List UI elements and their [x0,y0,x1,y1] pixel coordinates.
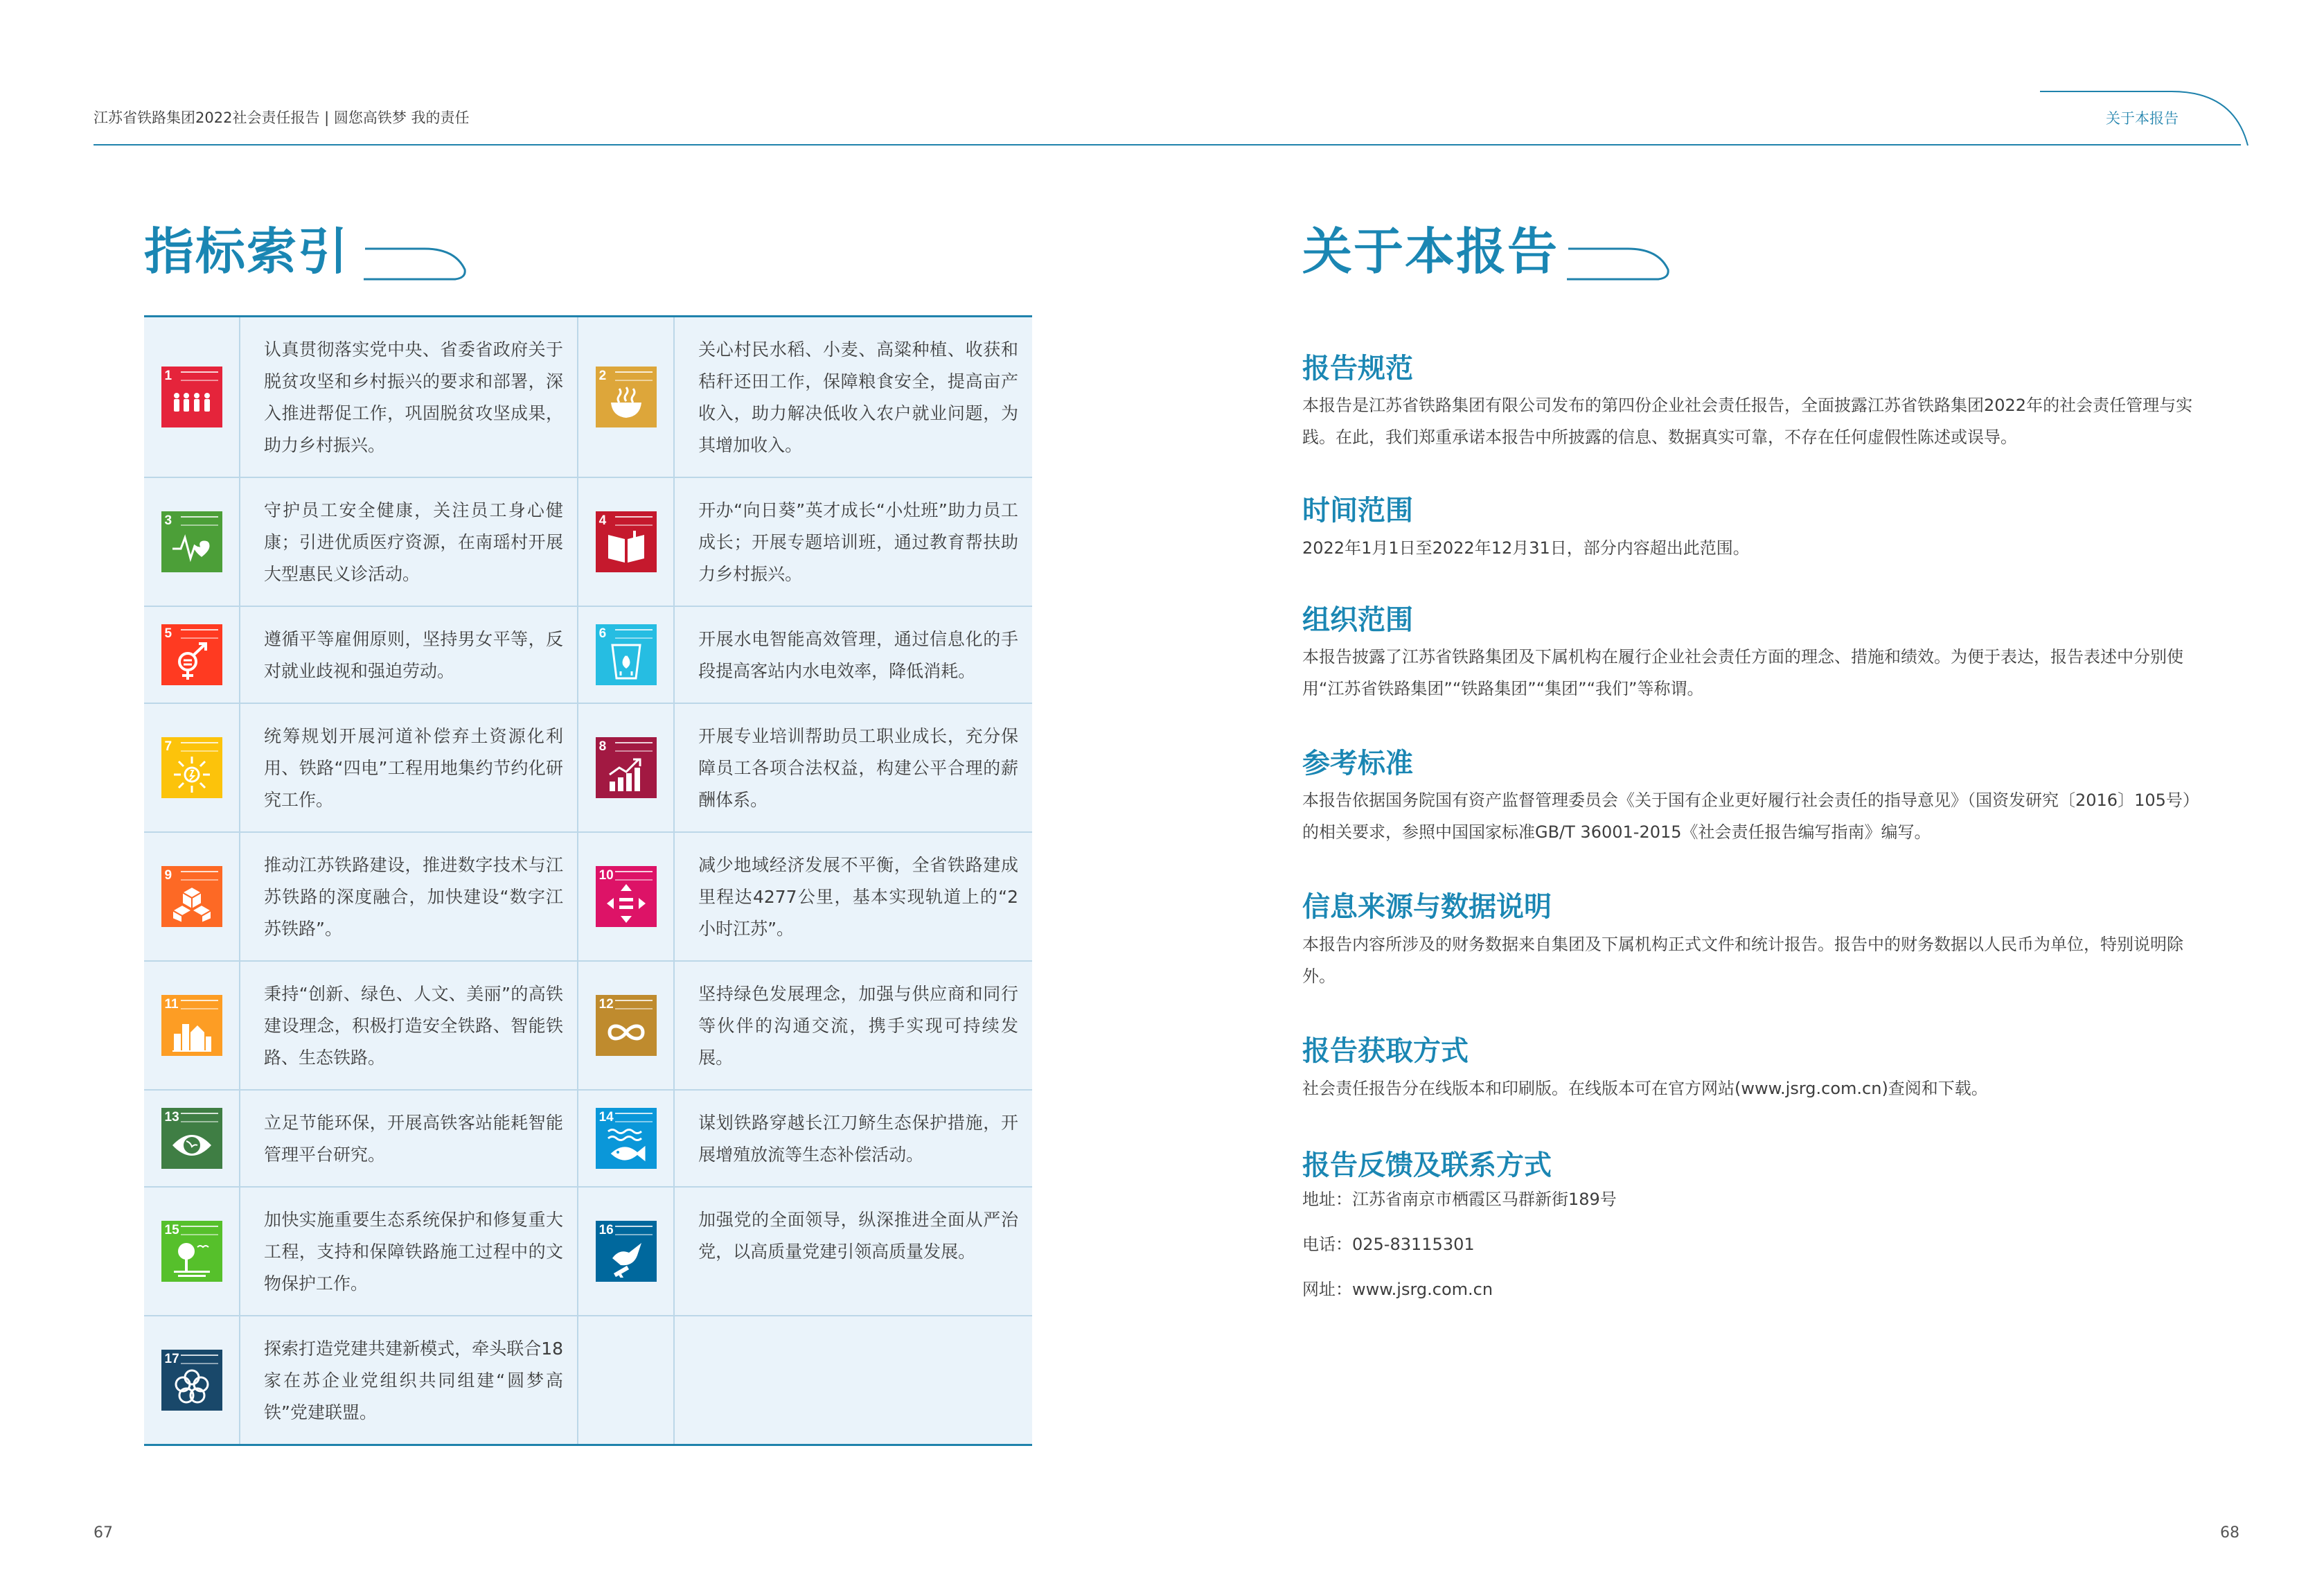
cubes-icon [171,883,213,923]
header-rule [94,144,2241,145]
index-row [144,960,1032,1089]
sdg-number: 2 [598,369,607,383]
sdg-caption-lines [615,371,653,381]
dove-gavel-icon [605,1237,647,1278]
about-paragraph: 电话：025-83115301 [1302,1235,1475,1254]
sdg-6-tile [596,624,657,685]
about-subheading: 信息来源与数据说明 [1302,891,1552,923]
index-icon-cell [578,1091,675,1186]
sdg-number: 17 [164,1352,179,1366]
index-icon-cell [144,833,240,960]
index-text-cell: 遵循平等雇佣原则，坚持男女平等，反对就业歧视和强迫劳动。 [240,607,578,703]
sdg-caption-lines [181,629,218,639]
train-swoosh-icon [1567,239,1671,282]
index-text-cell: 统筹规划开展河道补偿弃土资源化利用、铁路“四电”工程用地集约节约化研究工作。 [240,704,578,831]
sdg-8-tile [596,737,657,798]
sdg-caption-lines [615,742,653,752]
sdg-number: 11 [164,997,179,1012]
index-text-cell: 认真贯彻落实党中央、省委省政府关于脱贫攻坚和乡村振兴的要求和部署，深入推进帮促工作，巩固脱贫攻坚成果，助力乡村振兴。 [240,317,578,477]
sdg-number: 10 [598,868,614,883]
index-text-cell: 开展专业培训帮助员工职业成长，充分保障员工各项合法权益，构建公平合理的薪酬体系。 [698,726,1018,810]
sdg-caption-lines [615,1226,653,1235]
about-paragraph: 网址：www.jsrg.com.cn [1302,1280,1493,1299]
sdg-number: 15 [164,1223,179,1237]
index-text-cell: 探索打造党建共建新模式，牵头联合18家在苏企业党组织共同组建“圆梦高铁”党建联盟。 [240,1316,578,1444]
sdg-caption-lines [181,516,218,526]
index-icon-cell [144,317,240,477]
index-text-cell: 立足节能环保，开展高铁客站能耗智能管理平台研究。 [240,1091,578,1186]
index-text-cell: 加强党的全面领导，纵深推进全面从严治党，以高质量党建引领高质量发展。 [698,1210,1018,1262]
sdg-caption-lines [181,1000,218,1009]
sdg-11-tile [161,995,222,1056]
index-title: 指标索引 [144,222,350,281]
index-icon-cell [578,607,675,703]
sdg-number: 13 [164,1110,179,1124]
index-icon-cell [578,962,675,1089]
report-running-title: 江苏省铁路集团2022社会责任报告 | 圆您高铁梦 我的责任 [94,109,470,126]
index-text-cell: 开办“向日葵”英才成长“小灶班”助力员工成长；开展专题培训班，通过教育帮扶助力乡村振兴。 [698,500,1018,584]
index-icon-cell [144,478,240,606]
eye-earth-icon [171,1124,213,1165]
sdg-caption-lines [615,516,653,526]
index-text-cell: 关心村民水稻、小麦、高粱种植、收获和秸秆还田工作，保障粮食安全，提高亩产收入，助力解决低收入农户就业问题，为其增加收入。 [698,339,1018,455]
sdg-caption-lines [615,1113,653,1122]
sdg-caption-lines [181,742,218,752]
sdg-5-tile [161,624,222,685]
sdg-caption-lines [615,871,653,881]
sdg-caption-lines [615,629,653,639]
page-header [94,0,2241,149]
train-swoosh-icon [364,239,468,282]
sdg-12-tile [596,995,657,1056]
sdg-number: 6 [598,626,607,641]
about-paragraph: 2022年1月1日至2022年12月31日，部分内容超出此范围。 [1302,538,1750,558]
water-glass-icon [605,641,647,681]
index-icon-cell [578,317,675,477]
index-icon-cell [144,607,240,703]
sdg-16-tile [596,1221,657,1282]
about-subheading: 时间范围 [1302,495,1413,527]
fish-waves-icon [605,1124,647,1165]
index-icon-cell [578,478,675,606]
section-tab-label: 关于本报告 [2106,110,2179,127]
sdg-caption-lines [181,371,218,381]
index-icon-cell [144,1091,240,1186]
sdg-10-tile [596,866,657,927]
sdg-number: 5 [164,626,172,641]
sdg-caption-lines [181,1226,218,1235]
heartbeat-icon [171,528,213,568]
gender-equality-icon [171,641,213,681]
about-paragraph: 本报告依据国务院国有资产监督管理委员会《关于国有企业更好履行社会责任的指导意见》（国资发研究〔2016〕105号）的相关要求，参照中国国家标准GB/T 36001-2015《社会责任报告编写指南》编写。 [1302,791,2191,842]
sdg-9-tile [161,866,222,927]
about-paragraph: 社会责任报告分在线版本和印刷版。在线版本可在官方网站(www.jsrg.com.cn)查阅和下载。 [1302,1079,1988,1098]
index-row [144,831,1032,960]
index-row [144,477,1032,606]
index-text-cell: 秉持“创新、绿色、人文、美丽”的高铁建设理念，积极打造安全铁路、智能铁路、生态铁路。 [240,962,578,1089]
index-icon-cell [578,1188,675,1315]
sdg-caption-lines [615,1000,653,1009]
sdg-1-tile [161,367,222,427]
index-row [144,703,1032,831]
about-subheading: 参考标准 [1302,748,1413,779]
book-icon [605,528,647,568]
sdg-15-tile [161,1221,222,1282]
index-text-cell: 坚持绿色发展理念，加强与供应商和同行等伙伴的沟通交流，携手实现可持续发展。 [698,984,1018,1068]
index-row [144,317,1032,477]
index-text-cell-empty [675,1316,1032,1444]
index-text-cell: 开展水电智能高效管理，通过信息化的手段提高客站内水电效率，降低消耗。 [698,629,1018,681]
index-icon-cell [578,704,675,831]
sun-power-icon [171,754,213,794]
city-buildings-icon [171,1012,213,1052]
sdg-number: 1 [164,369,172,383]
sdg-13-tile [161,1108,222,1169]
index-table [144,315,1032,1446]
index-icon-cell [144,1316,240,1444]
sdg-3-tile [161,511,222,572]
index-text-cell: 推动江苏铁路建设，推进数字技术与江苏铁路的深度融合，加快建设“数字江苏铁路”。 [240,833,578,960]
sdg-14-tile [596,1108,657,1169]
sdg-4-tile [596,511,657,572]
index-text-cell: 谋划铁路穿越长江刀鲚生态保护措施，开展增殖放流等生态补偿活动。 [698,1113,1018,1165]
index-text-cell: 守护员工安全健康，关注员工身心健康；引进优质医疗资源，在南瑶村开展大型惠民义诊活动。 [240,478,578,606]
sdg-caption-lines [181,871,218,881]
about-title: 关于本报告 [1302,222,1559,281]
sdg-number: 16 [598,1223,614,1237]
index-icon-cell [578,833,675,960]
sdg-number: 12 [598,997,614,1012]
index-icon-cell-empty [578,1316,675,1444]
index-text-cell: 加快实施重要生态系统保护和修复重大工程，支持和保障铁路施工过程中的文物保护工作。 [240,1188,578,1315]
sdg-number: 3 [164,513,172,528]
tree-bird-icon [171,1237,213,1278]
about-paragraph: 本报告内容所涉及的财务数据来自集团及下属机构正式文件和统计报告。报告中的财务数据以人民币为单位，特别说明除外。 [1302,935,2183,986]
sdg-17-tile [161,1350,222,1411]
page-number-left: 67 [94,1524,113,1542]
sdg-2-tile [596,367,657,427]
sdg-caption-lines [181,1113,218,1122]
page-number-right: 68 [2220,1524,2239,1542]
sdg-caption-lines [181,1355,218,1364]
index-row [144,606,1032,703]
bowl-icon [605,383,647,423]
sdg-number: 14 [598,1110,614,1124]
equal-arrows-icon [605,883,647,923]
about-subheading: 报告反馈及联系方式 [1302,1149,1552,1181]
sdg-number: 8 [598,739,607,754]
sdg-7-tile [161,737,222,798]
index-icon-cell [144,1188,240,1315]
sdg-number: 4 [598,513,607,528]
index-row [144,1186,1032,1315]
sdg-number: 7 [164,739,172,754]
infinity-icon [605,1012,647,1052]
index-text-cell: 减少地域经济发展不平衡，全省铁路建成里程达4277公里，基本实现轨道上的“2小时江苏”。 [698,855,1018,939]
about-paragraph: 地址：江苏省南京市栖霞区马群新街189号 [1302,1190,1617,1209]
about-subheading: 组织范围 [1302,604,1413,636]
growth-chart-icon [605,754,647,794]
index-icon-cell [144,704,240,831]
index-row [144,1315,1032,1444]
about-paragraph: 本报告披露了江苏省铁路集团及下属机构在履行企业社会责任方面的理念、措施和绩效。为便于表达，报告表述中分别使用“江苏省铁路集团”“铁路集团”“集团”“我们”等称谓。 [1302,647,2183,698]
about-subheading: 报告规范 [1302,353,1413,385]
sdg-number: 9 [164,868,172,883]
partnership-flower-icon [171,1366,213,1406]
index-icon-cell [144,962,240,1089]
index-row [144,1089,1032,1186]
about-paragraph: 本报告是江苏省铁路集团有限公司发布的第四份企业社会责任报告，全面披露江苏省铁路集团2022年的社会责任管理与实践。在此，我们郑重承诺本报告中所披露的信息、数据真实可靠，不存在任何虚假性陈述或误导。 [1302,396,2193,447]
people-family-icon [171,383,213,423]
about-subheading: 报告获取方式 [1302,1035,1469,1067]
